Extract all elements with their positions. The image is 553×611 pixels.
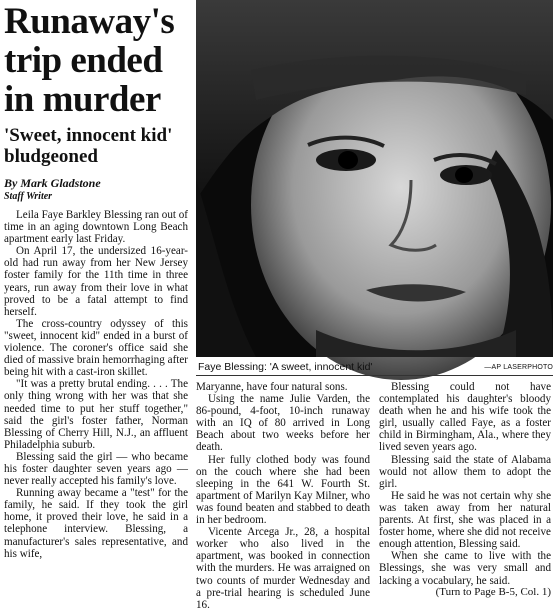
headline-line: trip ended — [4, 40, 163, 81]
byline — [4, 177, 188, 203]
portrait-illustration — [196, 0, 553, 357]
article-paragraph: Vicente Arcega Jr., 28, a hospital worker who also lived in the apartment, was booked in connection with the murders. He was arraigned on two counts of murder Wednesday and a pre-trial hearing is scheduled June 16. — [196, 526, 370, 611]
article-paragraph: He said he was not certain why she was taken away from her natural parents. At first, she was placed in a foster home, where she did not receive enough attention, Blessing said. — [379, 489, 551, 551]
article-paragraph: Blessing said the state of Alabama would not allow them to adopt the girl. — [379, 453, 551, 490]
article-body-right — [379, 381, 551, 603]
article-paragraph: Blessing said the girl — who became his foster daughter seven years ago — never really accepted his family's love. — [4, 450, 188, 488]
article-paragraph: On April 17, the undersized 16-year-old had run away from her New Jersey foster family for the 11th time in three years, run away from their love in what proved to be a fatal attempt to find herself. — [4, 245, 188, 318]
article-body-left — [4, 209, 188, 560]
article-paragraph: Running away became a "test" for the family, he said. If they took the girl home, it proved their love, he said in a telephone interview. Blessing, a manufacturer's sales representative, and his wife, — [4, 487, 188, 560]
article-paragraph: "It was a pretty brutal ending. . . . The only thing wrong with her was that she needed time to put her stuff together," said the girl's foster father, Norman Blessing of Cherry Hill, N.J., an affluent Philadelphia suburb. — [4, 378, 188, 451]
article-paragraph: When she came to live with the Blessings, she was very small and lacking a vocabulary, he said. — [379, 550, 551, 587]
headline-line: in murder — [4, 79, 161, 120]
byline-role: Staff Writer — [4, 191, 53, 202]
byline-author: By Mark Gladstone — [4, 176, 101, 190]
left-column — [4, 2, 188, 602]
subheadline: 'Sweet, innocent kid' bludgeoned — [4, 125, 173, 167]
article-paragraph: The cross-country odyssey of this "sweet, innocent kid" ended in a burst of violence. The coroner's office said she died of massive brain hemorrhaging after being hit with a cast-iron skillet. — [4, 317, 188, 379]
article-paragraph: Maryanne, have four natural sons. — [196, 381, 348, 393]
news-photo — [196, 0, 553, 357]
headline-line: Runaway's — [4, 1, 175, 42]
headline — [4, 2, 188, 119]
jump-line: (Turn to Page B-5, Col. 1) — [435, 586, 551, 598]
article-body-middle — [196, 381, 370, 611]
photo-caption-row — [196, 361, 553, 376]
article-paragraph: Using the name Julie Varden, the 86-pound, 4-foot, 10-inch runaway with an IQ of 80 arrived in Long Beach about two weeks before her death. — [196, 393, 370, 454]
article-paragraph: Blessing could not have contemplated his daughter's bloody death when he and his wife took the girl, usually called Faye, as a foster child in Birmingham, Ala., where they lived seven years ago. — [379, 381, 551, 454]
article-paragraph: Leila Faye Barkley Blessing ran out of time in an aging downtown Long Beach apartment early last Friday. — [4, 209, 188, 246]
photo-credit: —AP LASERPHOTO — [484, 364, 553, 371]
photo-caption: Faye Blessing: 'A sweet, innocent kid' — [198, 361, 373, 373]
article-paragraph: Her fully clothed body was found on the couch where she had been sleeping in the 641 W. Fourth St. apartment of Marilyn Kay Milner, who was found beaten and stabbed to death in her bedroom. — [196, 453, 370, 527]
